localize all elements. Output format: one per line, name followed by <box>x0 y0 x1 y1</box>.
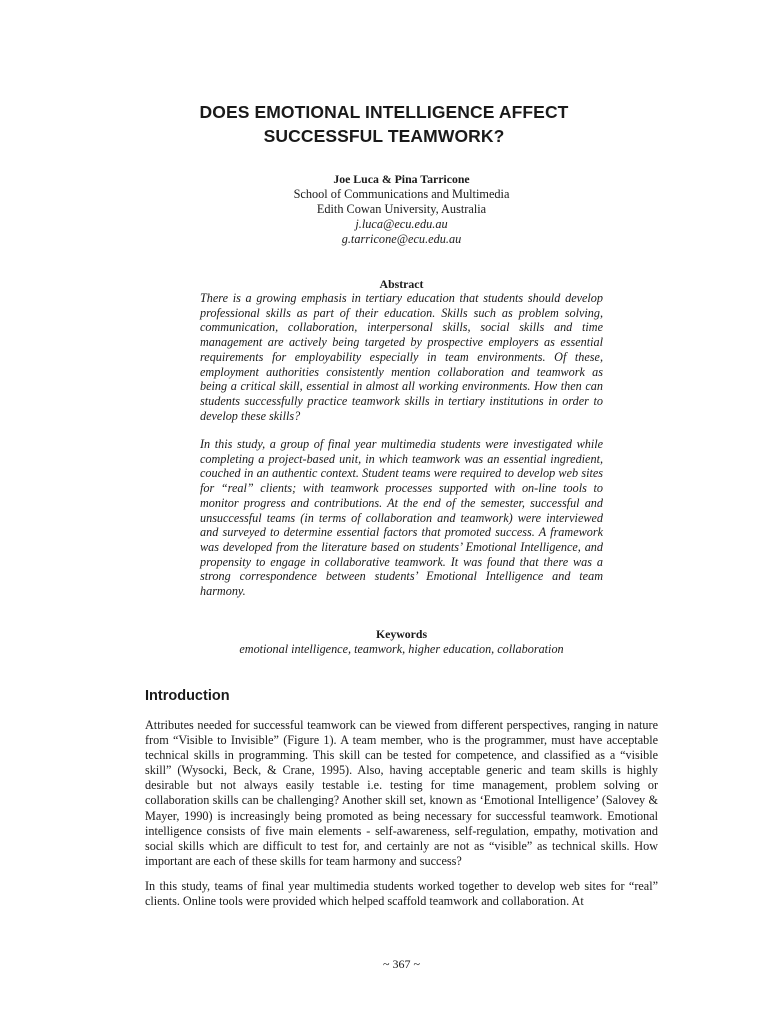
section-heading-introduction: Introduction <box>145 688 230 704</box>
author-email-1: j.luca@ecu.edu.au <box>355 217 448 231</box>
title-line-2: SUCCESSFUL TEAMWORK? <box>263 126 505 146</box>
abstract-paragraph-1: There is a growing emphasis in tertiary education that students should develop professional skills as part of their education. Skills such as problem solving, communication, collaboration, interpersonal skills, social skills and time management are actively being targeted by prospective employers as essential requirements for employability especially in team environments. Of these, employment authorities consistently mention collaboration and teamwork as being a critical skill, essential in almost all working environments. How then can students successfully practice teamwork skills in tertiary institutions in order to develop these skills? <box>200 291 603 423</box>
author-email-2: g.tarricone@ecu.edu.au <box>341 232 462 246</box>
affiliation-school: School of Communications and Multimedia <box>293 187 510 201</box>
keywords-heading: Keywords <box>375 627 428 641</box>
page-number: ~ 367 ~ <box>383 957 420 971</box>
author-names: Joe Luca & Pina Tarricone <box>333 172 470 186</box>
intro-paragraph-1: Attributes needed for successful teamwork can be viewed from different perspectives, ranging in nature from “Visible to Invisible” (Figure 1). A team member, who is the programmer, must have acceptable technical skills in programming. This skill can be tested for competence, and classified as a “visible skill” (Wysocki, Beck, & Crane, 1995). Also, having acceptable generic and team skills is highly desirable but not always easily testable i.e. testing for time management, problem solving or collaboration skills can be challenging? Another skill set, known as ‘Emotional Intelligence’ (Salovey & Mayer, 1990) is increasingly being promoted as being necessary for successful teamwork. Emotional intelligence consists of five main elements - self-awareness, self-regulation, empathy, motivation and social skills which are difficult to test for, and certainly are not as “visible” as technical skills. How important are each of these skills for team harmony and success? <box>145 718 658 868</box>
paper-title <box>0 100 768 148</box>
title-line-1: DOES EMOTIONAL INTELLIGENCE AFFECT <box>199 102 569 122</box>
keywords-list: emotional intelligence, teamwork, higher education, collaboration <box>239 642 564 656</box>
abstract-heading: Abstract <box>379 277 424 291</box>
affiliation-university: Edith Cowan University, Australia <box>316 202 487 216</box>
abstract-paragraph-2: In this study, a group of final year multimedia students were investigated while completing a project-based unit, in which teamwork was an essential ingredient, couched in an authentic context. Student teams were required to develop web sites for “real” clients; with teamwork processes supported with on-line tools to monitor progress and contributions. At the end of the semester, successful and unsuccessful teams (in terms of collaboration and teamwork) were interviewed and surveyed to determine essential factors that promoted success. A framework was developed from the literature based on students’ Emotional Intelligence, and propensity to engage in collaborative teamwork. It was found that there was a strong correspondence between students’ Emotional Intelligence and team harmony. <box>200 437 603 599</box>
intro-paragraph-2: In this study, teams of final year multimedia students worked together to develop web sites for “real” clients. Online tools were provided which helped scaffold teamwork and collaboration. At <box>145 879 658 909</box>
author-block <box>0 172 768 247</box>
